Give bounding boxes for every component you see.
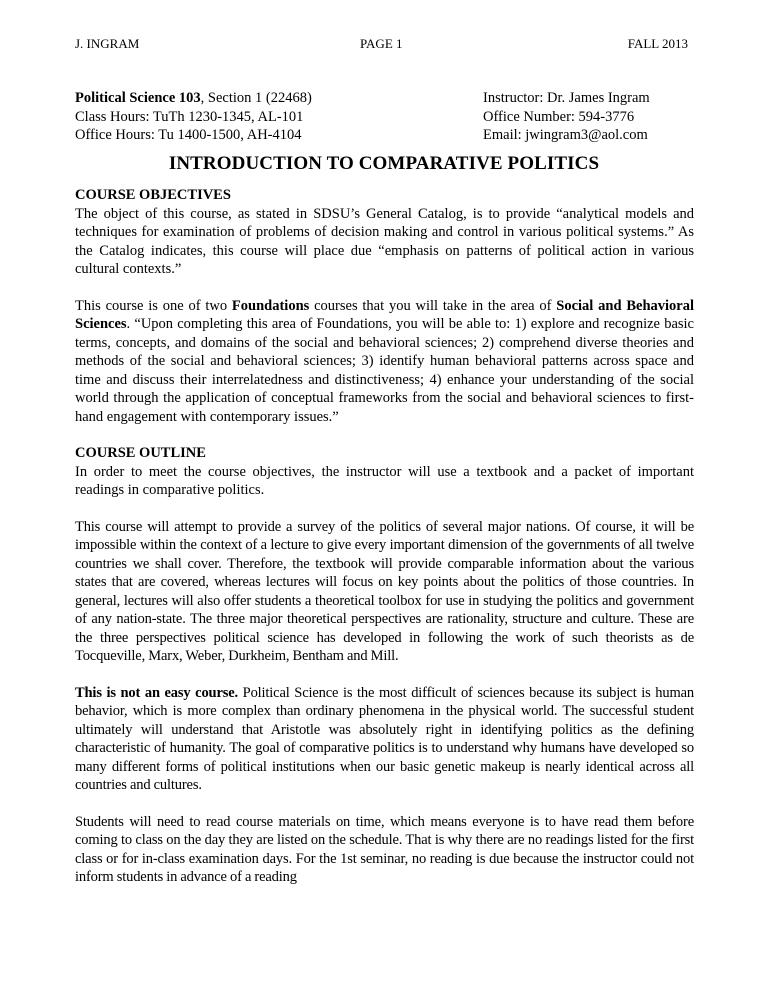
text-run: courses that you will take in the area of (309, 297, 557, 314)
header-author: J. INGRAM (75, 36, 140, 51)
course-name: Political Science 103 (75, 90, 201, 106)
section-heading-outline: COURSE OUTLINE (75, 445, 206, 461)
text-run: . “Upon completing this area of Foundations, you will be able to: 1) explore and recognize basic terms, concepts, and domains of the social and behavioral sciences; 2) comprehend diverse theories and methods of the social and behavioral sciences; 3) identify human behavioral patterns across space and time and discuss their interrelatedness and distinctiveness; 4) enhance your understanding of the social world through the application of conceptual frameworks from the social and behavioral sciences to first-hand engagement with contemporary issues.” (75, 316, 694, 425)
course-info-block (75, 89, 312, 145)
paragraph (75, 297, 694, 427)
class-hours: Class Hours: TuTh 1230-1345, AL-101 (75, 108, 304, 125)
office-hours: Office Hours: Tu 1400-1500, AH-4104 (75, 127, 302, 143)
course-section: , Section 1 (22468) (200, 90, 312, 106)
paragraph: This course will attempt to provide a survey of the politics of several major nations. Of course, it will be impossible within the context of a lecture to give every important dimension of the governments of all twelve countries we shall cover. Therefore, the textbook will provide comparable information about the various states that are covered, whereas lectures will focus on key points about the politics of those countries. In general, lectures will also offer students a theoretical toolbox for use in studying the politics and government of any nation-state. The three major theoretical perspectives are rationality, structure and culture. These are the three perspectives political science has developed in following the work of such theorists as de Tocqueville, Marx, Weber, Durkheim, Bentham and Mill. (75, 518, 694, 664)
instructor-name: Instructor: Dr. James Ingram (483, 90, 650, 106)
text-run-bold: Foundations (231, 297, 310, 314)
paragraph (75, 684, 694, 795)
paragraph: The object of this course, as stated in SDSU’s General Catalog, is to provide “analytical models and techniques for examination of problems of decision making and control in various political systems.” As the Catalog indicates, this course will place due “emphasis on patterns of political action in various cultural contexts.” (75, 205, 694, 277)
document-title: INTRODUCTION TO COMPARATIVE POLITICS (168, 153, 600, 174)
office-number: Office Number: 594-3776 (483, 108, 635, 125)
section-heading-objectives: COURSE OBJECTIVES (75, 187, 231, 203)
text-run: This course is one of two (75, 297, 232, 314)
header-term: FALL 2013 (627, 36, 688, 51)
header-page-number: PAGE 1 (360, 36, 403, 51)
course-line (75, 89, 312, 108)
paragraph: In order to meet the course objectives, the instructor will use a textbook and a packet of important readings in comparative politics. (75, 463, 694, 498)
page-header (75, 36, 688, 54)
text-run: Political Science is the most difficult of sciences because its subject is human behavior, which is more complex than ordinary phenomena in the physical world. The successful student ultimately will understand that Aristotle was absolutely right in identifying politics as the defining characteristic of humanity. The goal of comparative politics is to understand why humans have developed so many different forms of political institutions when our basic genetic makeup is nearly identical across all countries and cultures. (75, 684, 694, 793)
instructor-info-block (483, 89, 650, 145)
paragraph: Students will need to read course materials on time, which means everyone is to have read them before coming to class on the day they are listed on the schedule. That is why there are no readings listed for the first class or for in-class examination days. For the 1st seminar, no reading is due because the instructor could not inform students in advance of a reading (75, 813, 694, 885)
text-run-bold: This is not an easy course. (75, 684, 238, 701)
text-run-bold: Social and Behavioral Sciences (75, 297, 694, 332)
document-body (75, 186, 694, 887)
instructor-email: Email: jwingram3@aol.com (483, 127, 648, 143)
